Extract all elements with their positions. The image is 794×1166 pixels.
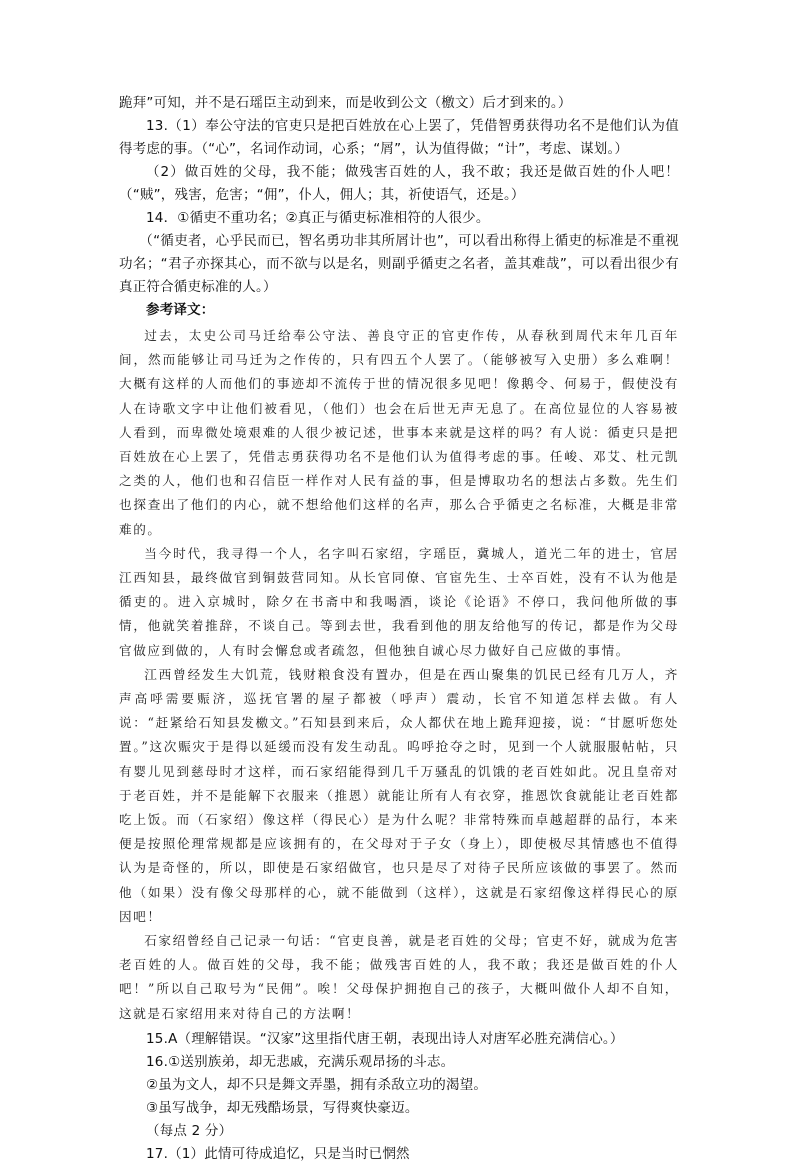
answer-16-point-3: ③虽写战争，却无残酷场景，写得爽快豪迈。 [146, 1099, 419, 1116]
translation-paragraph-2: 当今时代，我寻得一个人，名字叫石家绍，字瑶臣，冀城人，道光二年的进士，官居江西知县，最终做官到铜鼓营同知。从长官同僚、官宦先生、士卒百姓，没有不认为他是循吏的。进入京城时，除夕在书斋中和我喝酒，谈论《论语》不停口，我问他所做的事情，他就笑着推辞，不谈自己。等到去世，我看到他的朋友给他写的传记，都是作为父母官做应到做的，人有时会懈怠或者疏忽，但他独自诚心尽力做好自己应做的事情。 [119, 545, 679, 658]
translation-paragraph-1: 过去，太史公司马迁给奉公守法、善良守正的官吏作传，从春秋到周代末年几百年间，然而能够让司马迁为之作传的，只有四五个人罢了。（能够被写入史册）多么难啊！大概有这样的人而他们的事迹却不流传于世的情况很多见吧！像鹅令、何易于，假使没有人在诗歌文字中让他们被看见，（他们）也会在后世无声无息了。在高位显位的人容易被人看到，而卑微处境艰难的人很少被记述，世事本来就是这样的吗？有人说：循吏只是把百姓放在心上罢了，凭借志勇获得功名不是他们认为值得考虑的事。任峻、邓艾、杜元凯之类的人，他们也和召信臣一样作对人民有益的事，但是博取功名的想法占多数。先生们也探查出了他们的内心，就不想给他们这样的名声，那么合乎循吏之名标准，大概是非常难的。 [119, 328, 679, 537]
document-body [119, 92, 679, 1166]
translation-paragraph-4: 石家绍曾经自己记录一句话：“官吏良善，就是老百姓的父母；官吏不好，就成为危害老百姓的人。做百姓的父母，我不能；做残害百姓的人，我不敢；我还是做百姓的仆人吧！”所以自己取号为“民佣”。唉！父母保护拥抱自己的孩子，大概叫做仆人却不自知，这就是石家绍用来对待自己的方法啊！ [119, 933, 679, 1021]
reference-translation-heading: 参考译文： [146, 302, 215, 318]
answer-13-1: 13.（1）奉公守法的官吏只是把百姓放在心上罢了，凭借智勇获得功名不是他们认为值得考虑的事。（“心”，名词作动词，心系；“屑”，认为值得做；“计”，考虑、谋划。） [119, 118, 679, 157]
intro-line: 跪拜”可知，并不是石瑶臣主动到来，而是收到公文（檄文）后才到来的。） [119, 95, 572, 111]
answer-16-point-1: 16.①送别族弟，却无悲戚，充满乐观昂扬的斗志。 [146, 1053, 455, 1070]
answer-14-explanation: （“循吏者，心乎民而已，智名勇功非其所屑计也”，可以看出称得上循吏的标准是不重视功名；“君子亦探其心，而不欲与以是名，则副乎循吏之名者，盖其难哉”，可以看出很少有真正符合循吏标准的人。） [119, 233, 679, 295]
answer-13-2: （2）做百姓的父母，我不能；做残害百姓的人，我不敢；我还是做百姓的仆人吧！（“贼”，残害，危害；“佣”，仆人，佣人；其，祈使语气，还是。） [119, 164, 679, 203]
answer-16-point-2: ②虽为文人，却不只是舞文弄墨，拥有杀敌立功的渴望。 [146, 1076, 488, 1093]
answer-16-score: （每点 2 分） [146, 1122, 233, 1139]
answer-15: 15.A（理解错误。“汉家”这里指代唐王朝，表现出诗人对唐军必胜充满信心。） [146, 1030, 624, 1047]
answer-14: 14．①循吏不重功名；②真正与循吏标准相符的人很少。 [146, 210, 490, 226]
answer-17: 17.（1）此情可待成追忆，只是当时已惘然 [146, 1145, 410, 1162]
translation-paragraph-3: 江西曾经发生大饥荒，钱财粮食没有置办，但是在西山聚集的饥民已经有几万人，齐声高呼需要赈济，巡抚官署的屋子都被（呼声）震动，长官不知道怎样去做。有人说：“赶紧给石知县发檄文。”石知县到来后，众人都伏在地上跪拜迎接，说：“甘愿听您处置。”这次赈灾于是得以延缓而没有发生动乱。呜呼抢夺之时，见到一个人就服服帖帖，只有婴儿见到慈母时才这样，而石家绍能得到几千万骚乱的饥饿的老百姓如此。况且皇帝对于老百姓，并不是能解下衣服来（推恩）就能让所有人有衣穿，推恩饮食就能让老百姓都吃上饭。而（石家绍）像这样（得民心）是为什么呢？非常特殊而卓越超群的品行，本来便是按照伦理常规都是应该拥有的，在父母对于子女（身上），即使极尽其情感也不值得认为是奇怪的，所以，即使是石家绍做官，也只是尽了对待子民所应该做的事罢了。然而他（如果）没有像父母那样的心，就不能做到（这样），这就是石家绍像这样得民心的原因吧！ [119, 666, 679, 924]
